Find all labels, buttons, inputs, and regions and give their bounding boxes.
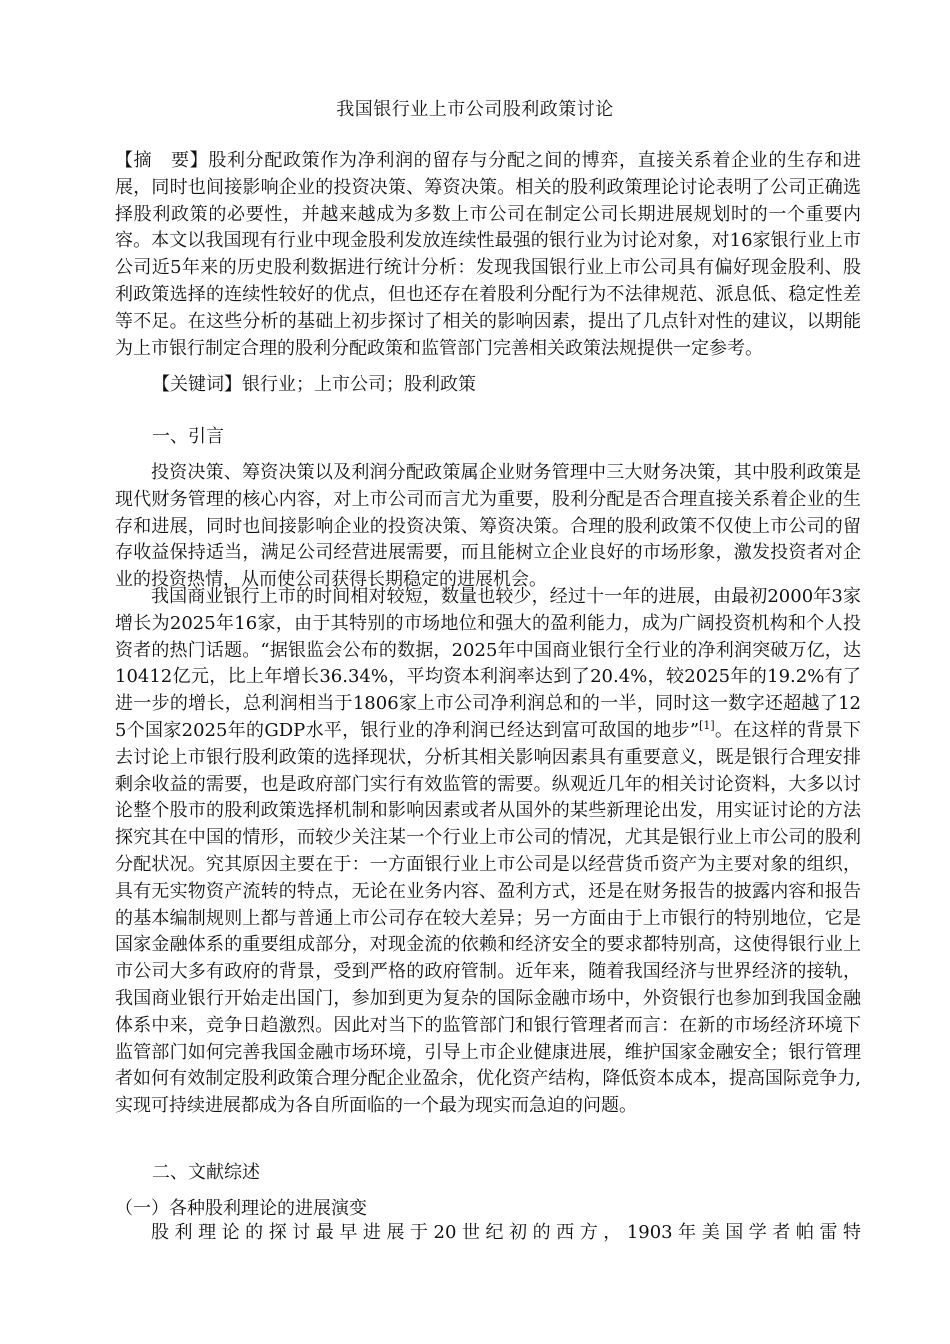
introduction-paragraph-2 (115, 584, 861, 1120)
paragraph-2-text-part-a: 我国商业银行上市的时间相对较短，数量也较少，经过十一年的进展，由最初2000年3家增长为2025年16家，由于其特别的市场地位和强大的盈利能力，成为广阔投资机构和个人投资者的热门话题。“据银监会公布的数据，2025年中国商业银行全行业的净利润突破万亿，达10412亿元，比上年增长36.34%，平均资本利润率达到了20.4%，较2025年的19.2%有了进一步的增长，总利润相当于1806家上市公司净利润总和的一半，同时这一数字还超越了125个国家2025年的GDP水平，银行业的净利润已经达到富可敌国的地步” (115, 586, 861, 741)
literature-review-paragraph-1: 股利理论的探讨最早进展于20世纪初的西方，1903年美国学者帕雷特 (151, 1222, 861, 1243)
keywords-line: 【关键词】银行业；上市公司；股利政策 (152, 374, 476, 395)
subsection-heading-dividend-theories: （一）各种股利理论的进展演变 (115, 1198, 367, 1219)
introduction-paragraph-1: 投资决策、筹资决策以及利润分配政策属企业财务管理中三大财务决策，其中股利政策是现代财务管理的核心内容，对上市公司而言尤为重要，股利分配是否合理直接关系着企业的生存和进展，同时也间接影响企业的投资决策、筹资决策。合理的股利政策不仅使上市公司的留存收益保持适当，满足公司经营进展需要，而且能树立企业良好的市场形象，激发投资者对企业的投资热情，从而使公司获得长期稳定的进展机会。 (115, 462, 861, 591)
document-title: 我国银行业上市公司股利政策讨论 (336, 99, 614, 120)
citation-reference: [1] (699, 718, 715, 732)
abstract-paragraph: 【摘 要】股利分配政策作为净利润的留存与分配之间的博弈，直接关系着企业的生存和进展，同时也间接影响企业的投资决策、筹资决策。相关的股利政策理论讨论表明了公司正确选择股利政策的必要性，并越来越成为多数上市公司在制定公司长期进展规划时的一个重要内容。本文以我国现有行业中现金股利发放连续性最强的银行业为讨论对象，对16家银行业上市公司近5年来的历史股利数据进行统计分析：发现我国银行业上市公司具有偏好现金股利、股利政策选择的连续性较好的优点，但也还存在着股利分配行为不法律规范、派息低、稳定性差等不足。在这些分析的基础上初步探讨了相关的影响因素，提出了几点针对性的建议，以期能为上市银行制定合理的股利分配政策和监管部门完善相关政策法规提供一定参考。 (115, 150, 861, 359)
section-heading-introduction: 一、引言 (152, 426, 224, 447)
paragraph-2-text-part-b: 。在这样的背景下去讨论上市银行股利政策的选择现状，分析其相关影响因素具有重要意义，既是银行合理安排剩余收益的需要，也是政府部门实行有效监管的需要。纵观近几年的相关讨论资料，大多以讨论整个股市的股利政策选择机制和影响因素或者从国外的某些新理论出发，用实证讨论的方法探究其在中国的情形，而较少关注某一个行业上市公司的情况，尤其是银行业上市公司的股利分配状况。究其原因主要在于：一方面银行业上市公司是以经营货币资产为主要对象的组织，具有无实物资产流转的特点，无论在业务内容、盈利方式，还是在财务报告的披露内容和报告的基本编制规则上都与普通上市公司存在较大差异；另一方面由于上市银行的特别地位，它是国家金融体系的重要组成部分，对现金流的依赖和经济安全的要求都特别高，这使得银行业上市公司大多有政府的背景，受到严格的政府管制。近年来，随着我国经济与世界经济的接轨，我国商业银行开始走出国门，参加到更为复杂的国际金融市场中，外资银行也参加到我国金融体系中来，竞争日趋激烈。因此对当下的监管部门和银行管理者而言：在新的市场经济环境下监管部门如何完善我国金融市场环境，引导上市企业健康进展，维护国家金融安全；银行管理者如何有效制定股利政策合理分配企业盈余，优化资产结构，降低资本成本，提高国际竞争力,实现可持续进展都成为各自所面临的一个最为现实而急迫的问题。 (115, 719, 862, 1117)
section-heading-literature-review: 二、文献综述 (152, 1162, 260, 1183)
